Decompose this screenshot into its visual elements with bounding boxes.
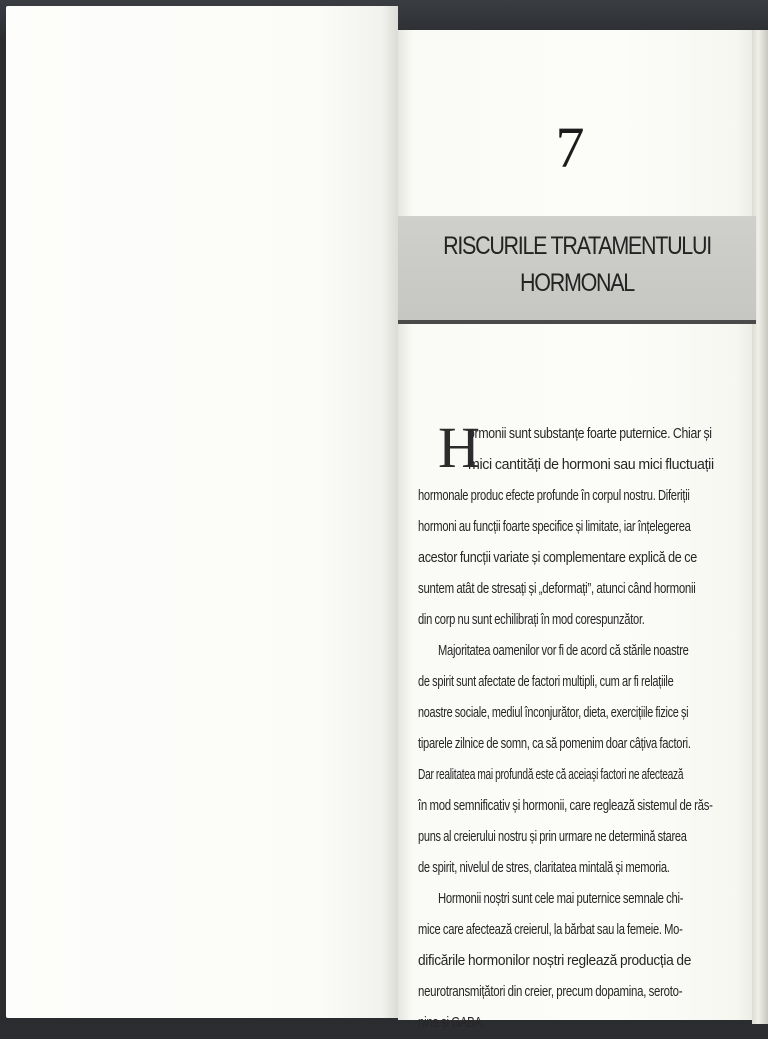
body-line: hormonale produc efecte profunde în corpul nostru. Diferiții <box>418 488 690 504</box>
body-line: Dar realitatea mai profundă este că aceiași factori ne afectează <box>418 767 684 783</box>
body-line: mice care afectează creierul, la bărbat sau la femeie. Mo- <box>418 922 683 938</box>
chapter-title-line-2: HORMONAL <box>520 269 634 297</box>
body-line: hormoni au funcții foarte specifice și limitate, iar înțelegerea <box>418 519 691 535</box>
chapter-title-line-1: RISCURILE TRATAMENTULUI <box>443 232 711 260</box>
chapter-title-band <box>398 216 756 324</box>
body-line: în mod semnificativ și hormonii, care reglează sistemul de răs- <box>418 798 713 814</box>
left-page-blank <box>6 6 398 1018</box>
body-line: nina și GABA. <box>418 1015 485 1031</box>
body-line: de spirit, nivelul de stres, claritatea mintală și memoria. <box>418 860 670 876</box>
body-line: acestor funcții variate și complementare explică de ce <box>418 550 697 566</box>
body-line: puns al creierului nostru și prin urmare ne determină starea <box>418 829 687 845</box>
body-line: Majoritatea oamenilor vor fi de acord că stările noastre <box>438 643 689 659</box>
chapter-number: 7 <box>555 115 585 180</box>
page-edge <box>752 30 768 1024</box>
body-line: Hormonii noștri sunt cele mai puternice semnale chi- <box>438 891 684 907</box>
body-line: ormonii sunt substanțe foarte puternice. Chiar și <box>468 426 712 442</box>
body-line: noastre sociale, mediul înconjurător, dieta, exercițiile fizice și <box>418 705 689 721</box>
body-line: de spirit sunt afectate de factori multipli, cum ar fi relațiile <box>418 674 674 690</box>
drop-cap: H <box>438 415 480 480</box>
body-line: dificările hormonilor noștri reglează producția de <box>418 953 691 969</box>
body-line: mici cantități de hormoni sau mici fluctuații <box>468 457 714 473</box>
body-line: din corp nu sunt echilibrați în mod corespunzător. <box>418 612 645 628</box>
body-line: tiparele zilnice de somn, ca să pomenim doar câțiva factori. <box>418 736 691 752</box>
body-line: neurotransmițători din creier, precum dopamina, seroto- <box>418 984 683 1000</box>
body-line: suntem atât de stresați și „deformați”, atunci când hormonii <box>418 581 696 597</box>
